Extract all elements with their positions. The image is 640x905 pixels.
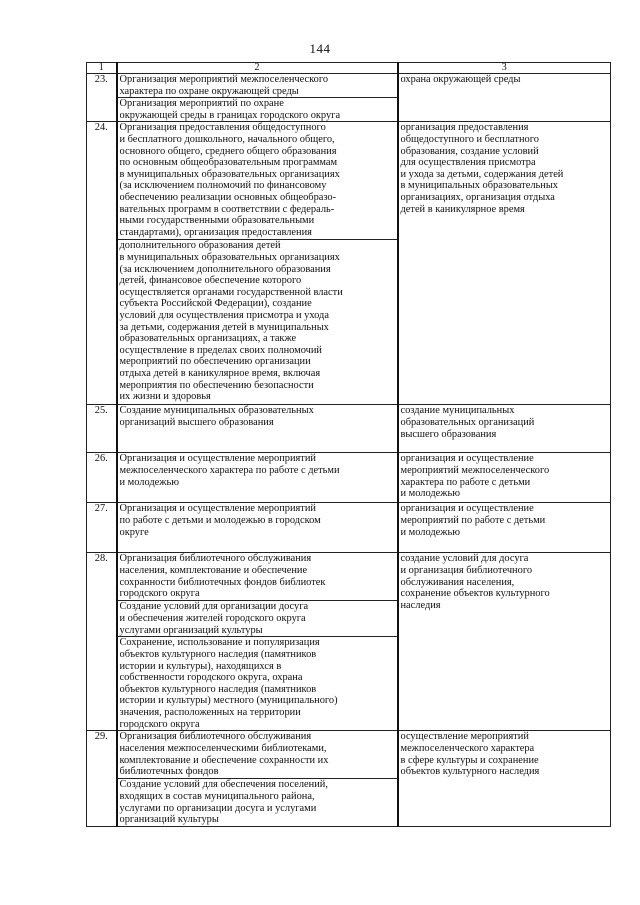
target-power: организация и осуществление мероприятий межпоселенческого характера по работе с детьми и молодежью xyxy=(398,453,611,503)
municipal-district-power: Организация библиотечного обслуживания населения, комплектование и обеспечение сохранности библиотечных фондов библиотек городского округа xyxy=(117,553,398,601)
row-number: 27. xyxy=(87,503,117,553)
row-number: 28. xyxy=(87,553,117,731)
target-power: организация предоставления общедоступного и бесплатного образования, создание условий для осуществления присмотра и ухода за детьми, содержания детей в муниципальных образовательных организациях, организация отдыха детей в каникулярное время xyxy=(398,122,611,405)
municipal-district-power: Организация библиотечного обслуживания населения межпоселенческими библиотеками, комплектование и обеспечение сохранности их библиотечных фондов xyxy=(117,731,398,779)
municipal-district-power: Создание муниципальных образовательных организаций высшего образования xyxy=(117,405,398,453)
table-row xyxy=(87,122,611,240)
table-row xyxy=(87,74,611,98)
target-power: создание условий для досуга и организация библиотечного обслуживания населения, сохранение объектов культурного наследия xyxy=(398,553,611,731)
table-row xyxy=(87,405,611,453)
table-row xyxy=(87,453,611,503)
table-row xyxy=(87,731,611,779)
column-header-1: 1 xyxy=(87,63,117,74)
target-power: охрана окружающей среды xyxy=(398,74,611,122)
table-header-row xyxy=(87,63,611,74)
municipal-district-power: Организация и осуществление мероприятий по работе с детьми и молодежью в городском округе xyxy=(117,503,398,553)
table-row xyxy=(87,553,611,601)
row-number: 24. xyxy=(87,122,117,405)
urban-okrug-power: Сохранение, использование и популяризация объектов культурного наследия (памятников истории и культуры), находящихся в собственности городского округа, охрана объектов культурного наследия (памятников истории и культуры) местного (муниципального) значения, расположенных на территории городского округа xyxy=(117,637,398,731)
target-power: создание муниципальных образовательных организаций высшего образования xyxy=(398,405,611,453)
row-number: 26. xyxy=(87,453,117,503)
row-number: 25. xyxy=(87,405,117,453)
municipal-district-power: Организация мероприятий межпоселенческого характера по охране окружающей среды xyxy=(117,74,398,98)
column-header-3: 3 xyxy=(398,63,611,74)
municipal-district-power: Организация и осуществление мероприятий межпоселенческого характера по работе с детьми и молодежью xyxy=(117,453,398,503)
row-number: 23. xyxy=(87,74,117,122)
urban-okrug-power: дополнительного образования детей в муниципальных образовательных организациях (за исключением дополнительного образования детей, финансовое обеспечение которого осуществляется органами государственной власти субъекта Российской Федерации), создание условий для осуществления присмотра и ухода за детьми, содержания детей в муниципальных образовательных организациях, а также осуществление в пределах своих полномочий мероприятий по обеспечению организации отдыха детей в каникулярное время, включая мероприятия по обеспечению безопасности их жизни и здоровья xyxy=(117,240,398,405)
powers-table xyxy=(86,62,611,827)
urban-okrug-power: Создание условий для организации досуга и обеспечения жителей городского округа услугами организаций культуры xyxy=(117,601,398,637)
row-number: 29. xyxy=(87,731,117,827)
municipal-district-power: Организация предоставления общедоступного и бесплатного дошкольного, начального общего, основного общего, среднего общего образования по основным общеобразовательным программам в муниципальных образовательных организациях (за исключением полномочий по финансовому обеспечению реализации основных общеобразо- вательных программ в соответствии с федераль- ными государственными образовательными стандартами), организация предоставления xyxy=(117,122,398,240)
target-power: организация и осуществление мероприятий по работе с детьми и молодежью xyxy=(398,503,611,553)
urban-okrug-power: Организация мероприятий по охране окружающей среды в границах городского округа xyxy=(117,98,398,122)
page-number: 144 xyxy=(309,41,331,56)
municipal-district-power: Создание условий для обеспечения поселений, входящих в состав муниципального района, услугами по организации досуга и услугами организаций культуры xyxy=(117,779,398,827)
target-power: осуществление мероприятий межпоселенческого характера в сфере культуры и сохранение объектов культурного наследия xyxy=(398,731,611,827)
column-header-2: 2 xyxy=(117,63,398,74)
table-row xyxy=(87,503,611,553)
